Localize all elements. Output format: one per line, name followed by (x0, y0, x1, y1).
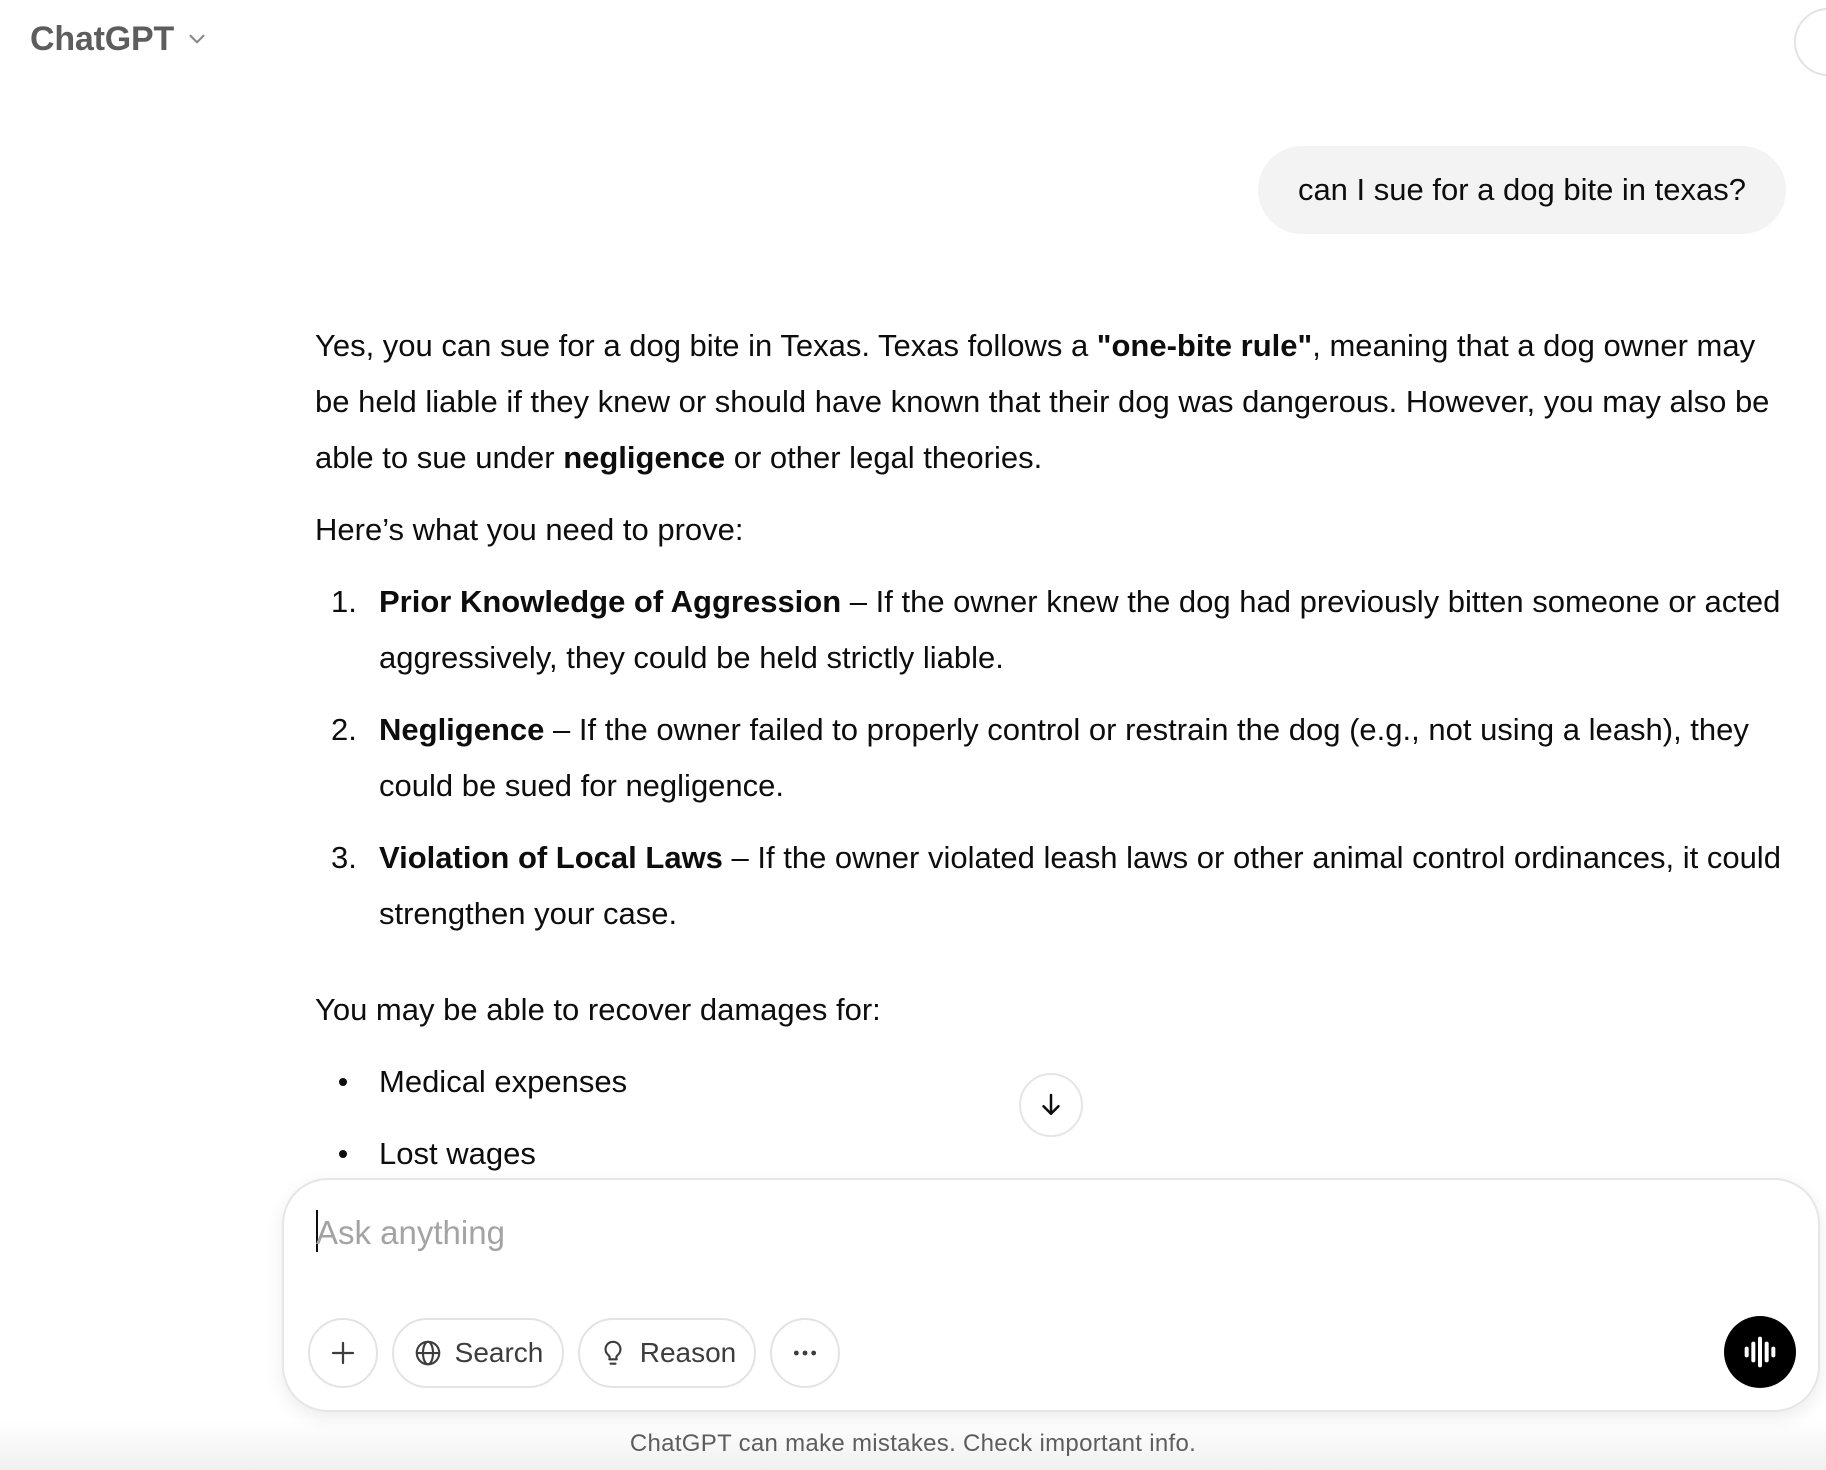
attach-button[interactable] (308, 1318, 378, 1388)
requirement-text: – If the owner knew the dog had previously bitten someone or acted aggressively, they could be held strictly liable. (379, 584, 1781, 675)
requirement-number: 3. (331, 840, 357, 875)
assistant-message (315, 318, 1785, 1198)
model-name: ChatGPT (30, 19, 175, 58)
user-message-bubble (1258, 146, 1786, 234)
intro-text-3: or other legal theories. (725, 440, 1043, 475)
globe-icon (413, 1338, 443, 1368)
requirement-text: – If the owner failed to properly control or restrain the dog (e.g., not using a leash), they could be sued for negligence. (379, 712, 1749, 803)
search-button[interactable] (392, 1318, 564, 1388)
intro-text-1: Yes, you can sue for a dog bite in Texas. Texas follows a (315, 328, 1097, 363)
message-composer (282, 1178, 1820, 1412)
voice-waveform-icon (1740, 1332, 1780, 1372)
requirement-number: 1. (331, 584, 357, 619)
intro-bold-one-bite-rule: "one-bite rule" (1096, 328, 1313, 363)
plus-icon (328, 1338, 358, 1368)
requirement-title: Negligence (379, 712, 545, 747)
damages-item-text: Medical expenses (379, 1064, 628, 1099)
requirement-title: Violation of Local Laws (379, 840, 723, 875)
intro-bold-negligence: negligence (563, 440, 726, 475)
intro-text-2: , meaning that a dog owner may be held liable if they knew or should have known that their dog was dangerous. However, you may also be able to sue under (315, 328, 1770, 475)
requirement-title: Prior Knowledge of Aggression (379, 584, 842, 619)
bullet-icon (339, 1150, 347, 1158)
scroll-to-bottom-button[interactable] (1019, 1073, 1083, 1137)
user-message-text: can I sue for a dog bite in texas? (1297, 172, 1746, 207)
prompt-input[interactable] (314, 1202, 1718, 1264)
damages-item-text: Lost wages (379, 1136, 536, 1171)
ellipsis-icon (789, 1337, 821, 1369)
bullet-icon (339, 1078, 347, 1086)
requirement-text: – If the owner violated leash laws or other animal control ordinances, it could strengthen your case. (379, 840, 1781, 931)
chevron-down-icon (184, 26, 210, 52)
voice-mode-button[interactable] (1724, 1316, 1796, 1388)
requirement-item (315, 574, 1785, 686)
search-button-label: Search (454, 1337, 544, 1368)
model-switcher[interactable] (22, 14, 218, 64)
list-spacer (315, 958, 1785, 982)
more-options-button[interactable] (770, 1318, 840, 1388)
requirement-number: 2. (331, 712, 357, 747)
requirement-item (315, 830, 1785, 942)
profile-avatar[interactable] (1794, 8, 1826, 76)
damages-heading: You may be able to recover damages for: (315, 992, 881, 1027)
reason-button-label: Reason (639, 1337, 737, 1368)
lightbulb-icon (598, 1338, 628, 1368)
disclaimer-text: ChatGPT can make mistakes. Check important info. (629, 1430, 1197, 1457)
requirement-item (315, 702, 1785, 814)
assistant-intro-paragraph (315, 318, 1785, 486)
top-header (0, 0, 1826, 80)
reason-button[interactable] (578, 1318, 756, 1388)
arrow-down-icon (1036, 1090, 1066, 1120)
prove-heading: Here’s what you need to prove: (315, 512, 744, 547)
